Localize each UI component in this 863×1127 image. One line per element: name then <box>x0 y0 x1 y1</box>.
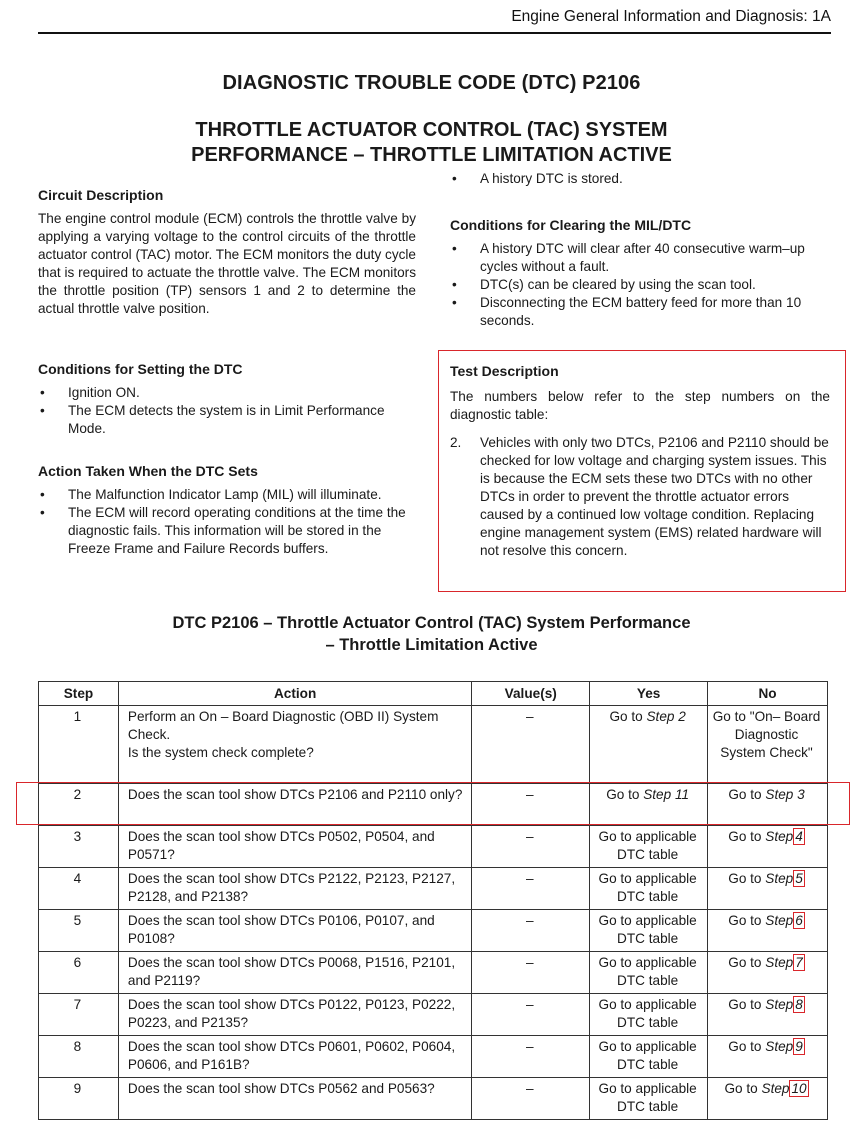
test-item-text: Vehicles with only two DTCs, P2106 and P2110 should be checked for low voltage and charging system issues. This is because the ECM sets these two DTCs with no other DTCs in order to prevent the throttle actuator errors caused by a continued low voltage condition. Replacing engine management system (EMS) related hardware will not resolve this concern. <box>480 435 829 558</box>
yes-cell: Go to applicable DTC table <box>590 910 708 952</box>
step-2-highlight-box <box>16 782 850 825</box>
diagnostic-table <box>38 681 828 1120</box>
table-row <box>39 826 828 868</box>
no-step-link[interactable]: 7 <box>795 955 803 970</box>
yes-cell: Go to applicable DTC table <box>590 994 708 1036</box>
action-cell: Does the scan tool show DTCs P0106, P0107, and P0108? <box>118 910 471 952</box>
no-cell <box>708 826 828 868</box>
no-step-link[interactable]: Step 3 <box>765 787 805 802</box>
value-cell: – <box>472 868 590 910</box>
action-taken-section <box>38 462 416 558</box>
no-cell <box>708 910 828 952</box>
circuit-description-heading: Circuit Description <box>38 187 164 203</box>
no-prefix: Go to <box>728 955 766 970</box>
yes-prefix: Go to <box>606 787 644 802</box>
no-prefix: Go to <box>728 829 766 844</box>
no-step-word: Step <box>761 1081 790 1096</box>
no-prefix: Go to <box>728 1039 766 1054</box>
action-cell: Does the scan tool show DTCs P0068, P1516, P2101, and P2119? <box>118 952 471 994</box>
table-row <box>39 706 828 784</box>
header-rule <box>38 32 831 34</box>
step-number: 8 <box>39 1036 119 1078</box>
step-number: 6 <box>39 952 119 994</box>
no-cell <box>708 1078 828 1120</box>
test-description-heading: Test Description <box>450 363 559 379</box>
no-cell <box>708 952 828 994</box>
yes-step-link[interactable]: Step 2 <box>646 709 686 724</box>
yes-column-header: Yes <box>590 682 708 706</box>
no-prefix: Go to <box>724 1081 762 1096</box>
no-cell <box>708 994 828 1036</box>
value-cell: – <box>472 826 590 868</box>
table-row <box>39 1078 828 1120</box>
no-cell: Go to "On– Board Diagnostic System Check" <box>708 706 828 784</box>
history-dtc-section <box>450 170 830 188</box>
action-cell: Does the scan tool show DTCs P0601, P0602, P0604, P0606, and P161B? <box>118 1036 471 1078</box>
yes-prefix: Go to <box>609 709 647 724</box>
clearing-condition-item: • Disconnecting the ECM battery feed for more than 10 seconds. <box>450 294 830 330</box>
no-cell <box>708 868 828 910</box>
clearing-condition-item: • DTC(s) can be cleared by using the scan tool. <box>450 276 830 294</box>
clearing-conditions-heading: Conditions for Clearing the MIL/DTC <box>450 217 692 233</box>
circuit-description-text: The engine control module (ECM) controls the throttle valve by applying a varying voltage to the control circuits of the throttle actuator control (TAC) motor. The ECM monitors the duty cycle that is required to actuate the throttle valve. The ECM monitors the throttle position (TP) sensors 1 and 2 to determine the actual throttle valve position. <box>38 211 416 316</box>
table-row <box>39 1036 828 1078</box>
subtitle-line-2: PERFORMANCE – THROTTLE LIMITATION ACTIVE <box>191 144 672 166</box>
no-step-word: Step <box>765 913 794 928</box>
clearing-conditions-section <box>450 216 830 330</box>
test-description-intro: The numbers below refer to the step numbers on the diagnostic table: <box>450 389 830 422</box>
value-cell: – <box>472 994 590 1036</box>
table-row <box>39 868 828 910</box>
page-subtitle <box>0 118 863 168</box>
table-header-row <box>39 682 828 706</box>
action-taken-item: • The ECM will record operating conditions at the time the diagnostic fails. This information will be stored in the Freeze Frame and Failure Records buffers. <box>38 504 416 558</box>
no-step-word: Step <box>765 955 794 970</box>
no-step-link[interactable]: 5 <box>795 871 803 886</box>
action-cell: Does the scan tool show DTCs P0122, P0123, P0222, P0223, and P2135? <box>118 994 471 1036</box>
table-row <box>39 952 828 994</box>
step-number: 1 <box>39 706 119 784</box>
setting-conditions-section <box>38 360 416 438</box>
yes-cell: Go to applicable DTC table <box>590 1078 708 1120</box>
no-step-link[interactable]: 4 <box>795 829 803 844</box>
step-number: 7 <box>39 994 119 1036</box>
action-column-header: Action <box>118 682 471 706</box>
values-column-header: Value(s) <box>472 682 590 706</box>
value-cell: – <box>472 1078 590 1120</box>
no-prefix: Go to <box>728 997 766 1012</box>
action-taken-heading: Action Taken When the DTC Sets <box>38 463 258 479</box>
no-prefix: Go to <box>728 871 766 886</box>
action-cell <box>118 706 471 784</box>
test-item-number: 2. <box>450 435 462 450</box>
setting-condition-item: • The ECM detects the system is in Limit Performance Mode. <box>38 402 416 438</box>
action-text: Perform an On – Board Diagnostic (OBD II) System Check. <box>127 709 439 742</box>
step-number: 3 <box>39 826 119 868</box>
action-question: Is the system check complete? <box>127 745 314 760</box>
page-title: DIAGNOSTIC TROUBLE CODE (DTC) P2106 <box>222 72 641 94</box>
table-title <box>0 612 863 656</box>
table-row <box>39 910 828 952</box>
yes-step-link[interactable]: Step 11 <box>643 787 690 802</box>
no-step-word: Step <box>765 1039 794 1054</box>
no-cell <box>708 1036 828 1078</box>
step-column-header: Step <box>39 682 119 706</box>
circuit-description-section <box>38 186 416 318</box>
no-prefix: Go to <box>728 787 766 802</box>
table-title-line-1: DTC P2106 – Throttle Actuator Control (TAC) System Performance <box>172 614 691 632</box>
subtitle-line-1: THROTTLE ACTUATOR CONTROL (TAC) SYSTEM <box>195 119 668 141</box>
action-cell: Does the scan tool show DTCs P2122, P2123, P2127, P2128, and P2138? <box>118 868 471 910</box>
yes-cell: Go to applicable DTC table <box>590 826 708 868</box>
no-step-link[interactable]: 6 <box>795 913 803 928</box>
no-step-link[interactable]: 10 <box>791 1081 807 1096</box>
yes-cell <box>590 706 708 784</box>
no-step-word: Step <box>765 829 794 844</box>
yes-cell: Go to applicable DTC table <box>590 952 708 994</box>
yes-cell: Go to applicable DTC table <box>590 868 708 910</box>
clearing-condition-item: • A history DTC will clear after 40 consecutive warm–up cycles without a fault. <box>450 240 830 276</box>
history-dtc-item: • A history DTC is stored. <box>450 170 830 188</box>
step-number: 9 <box>39 1078 119 1120</box>
no-step-link[interactable]: 9 <box>795 1039 803 1054</box>
action-cell: Does the scan tool show DTCs P0502, P0504, and P0571? <box>118 826 471 868</box>
page-header: Engine General Information and Diagnosis: 1A <box>511 8 831 25</box>
action-taken-item: • The Malfunction Indicator Lamp (MIL) will illuminate. <box>38 486 416 504</box>
no-step-link[interactable]: 8 <box>795 997 803 1012</box>
value-cell: – <box>472 910 590 952</box>
setting-conditions-heading: Conditions for Setting the DTC <box>38 361 243 377</box>
value-cell: – <box>472 952 590 994</box>
no-step-word: Step <box>765 871 794 886</box>
table-title-line-2: – Throttle Limitation Active <box>325 636 538 654</box>
no-step-word: Step <box>765 997 794 1012</box>
table-row <box>39 994 828 1036</box>
value-cell: – <box>472 784 590 826</box>
action-cell: Does the scan tool show DTCs P0562 and P0563? <box>118 1078 471 1120</box>
yes-cell: Go to applicable DTC table <box>590 1036 708 1078</box>
no-column-header: No <box>708 682 828 706</box>
no-prefix: Go to <box>728 913 766 928</box>
step-number: 4 <box>39 868 119 910</box>
action-cell: Does the scan tool show DTCs P2106 and P2110 only? <box>118 784 471 826</box>
test-description-item <box>450 434 830 560</box>
step-number: 2 <box>39 784 119 826</box>
value-cell: – <box>472 1036 590 1078</box>
value-cell: – <box>472 706 590 784</box>
setting-condition-item: • Ignition ON. <box>38 384 416 402</box>
test-description-section <box>450 362 830 560</box>
step-number: 5 <box>39 910 119 952</box>
